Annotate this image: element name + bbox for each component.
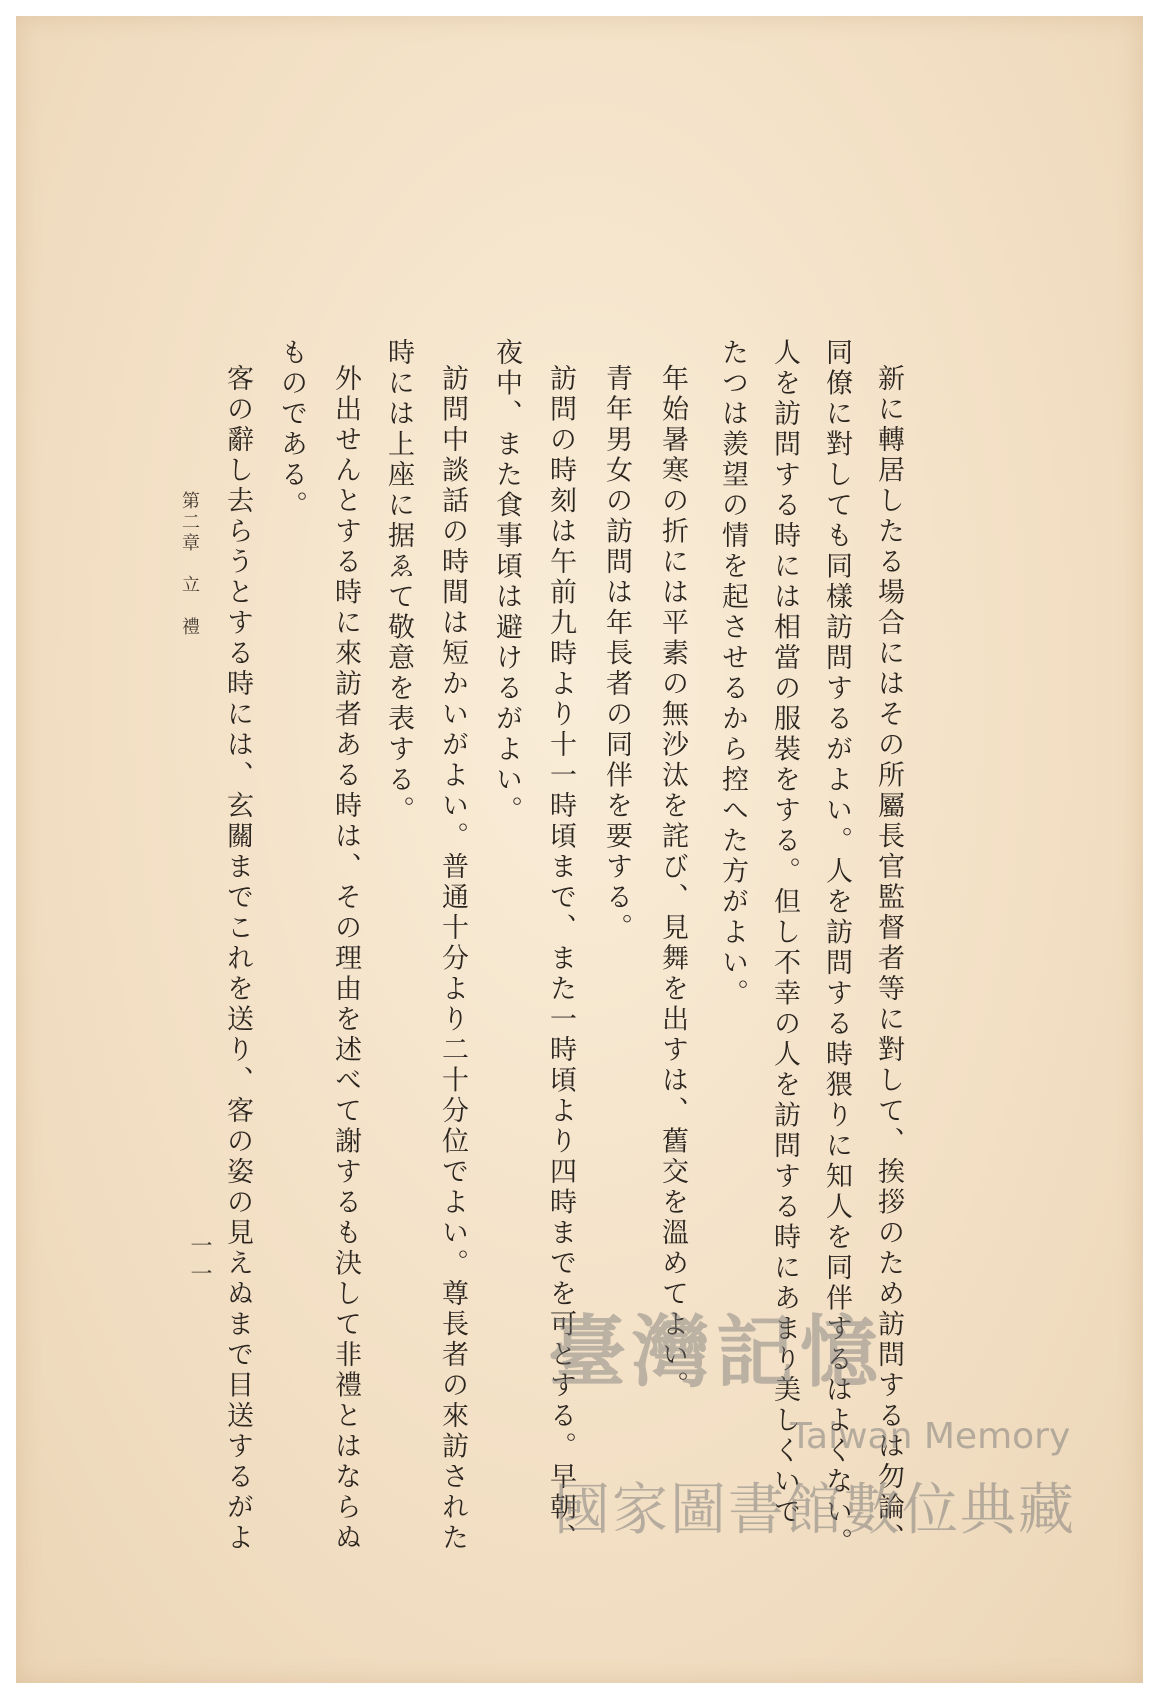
text-column-1: 新に轉居したる場合にはその所屬長官監督者等に對して、挨拶のため訪問するは勿論、	[873, 364, 904, 1554]
text-column-10: 時には上座に据ゑて敬意を表する。	[383, 338, 414, 826]
watermark-library: 國家圖書館數位典藏	[554, 1478, 1076, 1543]
text-column-11: 外出せんとする時に來訪者ある時は、その理由を述べて謝するも決して非禮とはならぬ	[330, 364, 361, 1554]
text-column-9: 訪問中談話の時間は短かいがよい。普通十分より二十分位でよい。尊長者の來訪された	[437, 364, 468, 1554]
text-column-8: 夜中、また食事頃は避けるがよい。	[491, 338, 522, 826]
watermark-logo: 臺灣記憶	[548, 1308, 885, 1398]
text-column-3: 人を訪問する時には相當の服裝をする。但し不幸の人を訪問する時にあまり美しくいで	[769, 338, 800, 1528]
text-column-5: 年始暑寒の折には平素の無沙汰を詫び、見舞を出すは、舊交を溫めてよい。	[657, 364, 688, 1401]
text-column-6: 青年男女の訪問は年長者の同伴を要する。	[601, 364, 632, 944]
text-column-12: ものである。	[276, 338, 307, 521]
text-column-4: たつは羨望の情を起させるから控へた方がよい。	[717, 338, 748, 1009]
text-column-2: 同僚に對しても同樣訪問するがよい。人を訪問する時猥りに知人を同伴するはよくない。	[821, 338, 852, 1558]
running-header: 第二章 立 禮	[179, 491, 200, 638]
watermark-english: Taiwan Memory	[790, 1416, 1071, 1457]
page-number: 一一	[187, 1234, 212, 1290]
text-column-7: 訪問の時刻は午前九時より十一時頃まで、また一時頃より四時までを可とする。早朝、	[545, 364, 576, 1554]
text-column-13: 客の辭し去らうとする時には、玄關までこれを送り、客の姿の見えぬまで目送するがよ	[222, 364, 253, 1554]
